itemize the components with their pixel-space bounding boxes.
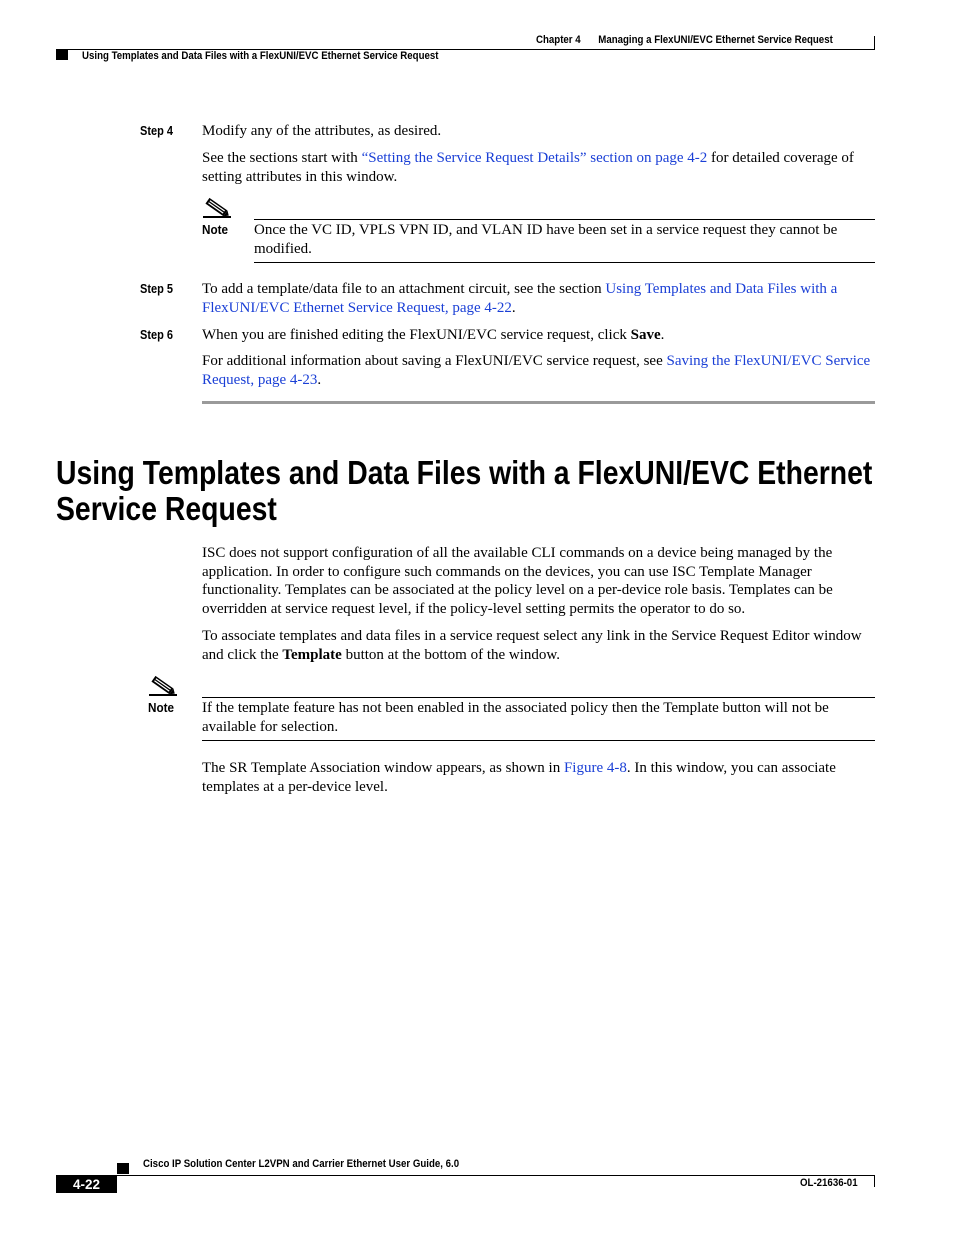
note-2-label: Note bbox=[148, 700, 175, 715]
chapter-number: Chapter 4 bbox=[536, 34, 581, 46]
note-1-text: Once the VC ID, VPLS VPN ID, and VLAN ID have been set in a service request they cannot be modified. bbox=[254, 222, 838, 257]
step-6-info-post: . bbox=[317, 371, 322, 388]
step-5-text bbox=[202, 280, 878, 317]
chapter-title: Managing a FlexUNI/EVC Ethernet Service Request bbox=[598, 34, 833, 46]
step-6-info-pre: For additional information about saving a FlexUNI/EVC service request, see bbox=[202, 353, 667, 369]
note-1-label: Note bbox=[202, 222, 229, 237]
step-6-label: Step 6 bbox=[140, 328, 174, 342]
step-6-info bbox=[202, 352, 878, 389]
footer-guide-title: Cisco IP Solution Center L2VPN and Carrier Ethernet User Guide, 6.0 bbox=[143, 1158, 460, 1170]
step-6-pre: When you are finished editing the FlexUNI/EVC service request, click bbox=[202, 327, 631, 343]
para-2-post: button at the bottom of the window. bbox=[341, 646, 561, 663]
footer-tick bbox=[874, 1175, 875, 1187]
page-number: 4-22 bbox=[56, 1175, 117, 1193]
step-5-post: . bbox=[511, 299, 516, 316]
document-number: OL-21636-01 bbox=[800, 1177, 858, 1189]
steps-end-rule bbox=[202, 401, 875, 404]
para-2-pre: To associate templates and data files in a service request select any link in the Service Request Editor window and click the bbox=[202, 628, 862, 663]
header-chapter bbox=[536, 34, 833, 46]
step-6-post: . bbox=[660, 327, 665, 343]
header-tick bbox=[874, 36, 875, 50]
header-section-title: Using Templates and Data Files with a FlexUNI/EVC Ethernet Service Request bbox=[82, 50, 439, 62]
section-paragraph-2 bbox=[202, 627, 878, 664]
using-templates-link[interactable]: Using Templates and Data Files with a FlexUNI/EVC Ethernet Service Request, page 4-22 bbox=[202, 281, 838, 316]
setting-details-link[interactable]: “Setting the Service Request Details” section on page 4-2 bbox=[361, 150, 708, 166]
step-6-text bbox=[202, 326, 878, 345]
section-paragraph-3 bbox=[202, 759, 878, 796]
section-title bbox=[56, 454, 873, 527]
footer-rule bbox=[117, 1175, 875, 1176]
step-5-pre: To add a template/data file to an attachment circuit, see the section bbox=[202, 281, 606, 297]
note-1-top-rule bbox=[254, 219, 875, 220]
para-3-post: . In this window, you can associate templates at a per-device level. bbox=[202, 760, 836, 795]
step-5-label: Step 5 bbox=[140, 282, 174, 296]
note-1-bottom-rule bbox=[254, 262, 875, 263]
note-2-top-rule bbox=[202, 697, 875, 698]
saving-request-link[interactable]: Saving the FlexUNI/EVC Service Request, page 4-23 bbox=[202, 353, 871, 388]
step-4-label: Step 4 bbox=[140, 124, 174, 138]
figure-4-8-link[interactable]: Figure 4-8 bbox=[563, 760, 627, 776]
section-title-line-1: Using Templates and Data Files with a FlexUNI/EVC Ethernet bbox=[56, 454, 873, 491]
step-4-see-post: for detailed coverage of setting attributes in this window. bbox=[202, 150, 854, 185]
para-3-pre: The SR Template Association window appears, as shown in bbox=[202, 760, 564, 776]
pencil-note-icon bbox=[149, 675, 177, 697]
header-marker bbox=[56, 50, 68, 60]
pencil-note-icon bbox=[203, 197, 231, 219]
note-2-text: If the template feature has not been enabled in the associated policy then the Template button will not be available for selection. bbox=[202, 700, 829, 735]
step-4-text: Modify any of the attributes, as desired. bbox=[202, 123, 442, 139]
step-4-see-pre: See the sections start with bbox=[202, 150, 362, 166]
step-4-see-paragraph bbox=[202, 149, 878, 186]
note-2-bottom-rule bbox=[202, 740, 875, 741]
save-bold: Save bbox=[630, 327, 661, 343]
template-bold: Template bbox=[282, 646, 342, 663]
section-paragraph-1: ISC does not support configuration of all the available CLI commands on a device being managed by the application. In order to configure such commands on the devices, you can use ISC Template Manager functionality. Templates can be associated at the policy level on a per-device role basis. Templates can be overridden at service request level, if the policy-level setting permits the operator to do so. bbox=[202, 545, 833, 617]
footer-marker bbox=[117, 1163, 129, 1174]
section-title-line-2: Service Request bbox=[56, 490, 277, 527]
